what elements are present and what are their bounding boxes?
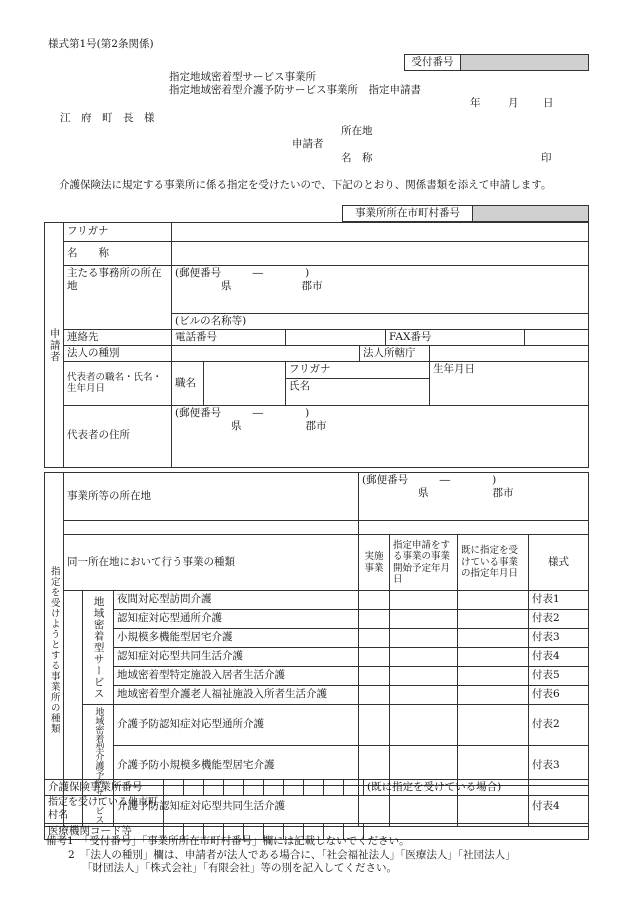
job-title-field[interactable] — [204, 362, 286, 405]
title-line1: 指定地域密着型サービス事業所 — [169, 71, 316, 83]
service-implemented[interactable] — [359, 667, 390, 686]
service-start[interactable] — [390, 667, 458, 686]
facility-table — [44, 472, 589, 827]
service-implemented[interactable] — [359, 648, 390, 667]
service-row-name: 小規模多機能型居宅介護 — [114, 629, 359, 648]
service-implemented[interactable] — [359, 629, 390, 648]
facility-address-extra[interactable] — [359, 521, 589, 535]
services-header: 同一所在地において行う事業の種類 — [64, 535, 359, 591]
service-row-name: 認知症対応型共同生活介護 — [114, 648, 359, 667]
digit-cell[interactable] — [224, 780, 244, 796]
col-start-date: 指定申請をする事業の事業開始予定年月日 — [390, 535, 458, 591]
seal: 印 — [541, 152, 552, 164]
service-row-name: 認知症対応型通所介護 — [114, 610, 359, 629]
rep-name-label: 氏名 — [286, 378, 430, 405]
service-form: 付表2 — [529, 610, 589, 629]
digit-cell[interactable] — [284, 780, 304, 796]
date-month: 月 — [508, 97, 519, 109]
service-form: 付表3 — [529, 745, 589, 786]
service-form: 付表2 — [529, 705, 589, 746]
service-form: 付表6 — [529, 686, 589, 705]
fax-label: FAX番号 — [386, 330, 525, 346]
facility-county-city: 郡市 — [492, 487, 514, 500]
service-row-name: 地域密着型特定施設入居者生活介護 — [114, 667, 359, 686]
applicant-name-field[interactable] — [172, 242, 589, 266]
name-label: 名 称 — [341, 152, 373, 164]
receipt-number-field[interactable] — [461, 55, 589, 71]
intro-text: 介護保険法に規定する事業所に係る指定を受けたいので、下記のとおり、関係書類を添えて申請します。 — [59, 179, 552, 191]
other-municipality-field[interactable] — [164, 796, 589, 824]
service-implemented[interactable] — [359, 610, 390, 629]
digit-cell[interactable] — [164, 780, 184, 796]
rep-county-city: 郡市 — [305, 419, 327, 432]
office-address-label: 主たる事務所の所在地 — [64, 266, 172, 330]
rep-prefecture: 県 — [231, 419, 242, 432]
service-start[interactable] — [390, 610, 458, 629]
service-form: 付表4 — [529, 786, 589, 827]
group1-label: 地域密着型サービス — [83, 591, 114, 705]
office-county-city: 郡市 — [301, 280, 323, 293]
applicant-furigana-field[interactable] — [172, 223, 589, 242]
office-postal: (郵便番号 ― ) — [175, 267, 310, 279]
service-start[interactable] — [390, 648, 458, 667]
other-municipality-label: 指定を受けている他市町村名 — [45, 796, 164, 824]
service-implemented[interactable] — [359, 705, 390, 746]
col-designated-date: 既に指定を受けている事業の指定年月日 — [458, 535, 529, 591]
facility-postal: (郵便番号 ― ) — [362, 474, 497, 486]
corp-type-label: 法人の種別 — [64, 346, 172, 362]
rep-address-label: 代表者の住所 — [64, 405, 172, 467]
facility-address-label: 事業所等の所在地 — [64, 473, 359, 521]
digit-cell[interactable] — [204, 780, 224, 796]
insurance-note: (既に指定を受けている場合) — [364, 780, 589, 796]
digit-cell[interactable] — [344, 780, 364, 796]
facility-prefecture: 県 — [418, 487, 429, 500]
office-address-field[interactable] — [172, 266, 589, 314]
service-row-name: 介護予防認知症対応型通所介護 — [114, 705, 359, 746]
rep-furigana-label: フリガナ — [286, 362, 430, 378]
service-designated[interactable] — [458, 629, 529, 648]
service-form: 付表4 — [529, 648, 589, 667]
municipality-number-label: 事業所所在市町村番号 — [343, 206, 473, 222]
insurance-number-label: 介護保険事業所番号 — [45, 780, 164, 796]
municipality-number-field[interactable] — [473, 206, 589, 222]
service-start[interactable] — [390, 629, 458, 648]
service-form: 付表1 — [529, 591, 589, 610]
applicant-furigana-label: フリガナ — [64, 223, 172, 242]
date-day: 日 — [543, 97, 554, 109]
corp-type-field[interactable] — [172, 346, 360, 362]
digit-cell[interactable] — [304, 780, 324, 796]
applicant-table — [44, 222, 589, 468]
corp-authority-field[interactable] — [430, 346, 589, 362]
service-designated[interactable] — [458, 591, 529, 610]
address-label: 所在地 — [341, 125, 373, 137]
date-year: 年 — [470, 97, 481, 109]
rep-postal: (郵便番号 ― ) — [175, 406, 310, 419]
note-2b: 「財団法人」「株式会社」「有限会社」等の別を記入してください。 — [82, 862, 397, 874]
job-title-label: 職名 — [172, 362, 204, 405]
service-row-name: 介護予防認知症対応型共同生活介護 — [114, 786, 359, 827]
applicant-label: 申請者 — [292, 138, 324, 150]
col-form: 様式 — [529, 535, 589, 591]
receipt-number-label: 受付番号 — [405, 55, 461, 71]
facility-address-field[interactable] — [359, 473, 589, 521]
col-implemented: 実施事業 — [359, 535, 390, 591]
service-start[interactable] — [390, 705, 458, 746]
corp-authority-label: 法人所轄庁 — [360, 346, 430, 362]
service-row-name: 夜間対応型訪問介護 — [114, 591, 359, 610]
footer-table — [44, 779, 589, 840]
phone-label: 電話番号 — [172, 330, 286, 346]
phone-field[interactable] — [286, 330, 386, 346]
facility-section-label: 指定を受けようとする事業所の種類 — [45, 473, 64, 827]
service-form: 付表5 — [529, 667, 589, 686]
title-line2: 指定地域密着型介護予防サービス事業所 指定申請書 — [169, 84, 421, 96]
office-prefecture: 県 — [221, 280, 232, 293]
service-start[interactable] — [390, 686, 458, 705]
digit-cell[interactable] — [324, 780, 344, 796]
digit-cell[interactable] — [184, 780, 204, 796]
service-designated[interactable] — [458, 648, 529, 667]
rep-title-label: 代表者の職名・氏名・生年月日 — [64, 362, 172, 405]
service-designated[interactable] — [458, 667, 529, 686]
digit-cell[interactable] — [244, 780, 264, 796]
note-1: 備考1 「受付番号」「事業所所在市町村番号」欄には記載しないでください。 — [46, 835, 410, 847]
receipt-number-box — [404, 54, 589, 71]
contact-label: 連絡先 — [64, 330, 172, 346]
service-start[interactable] — [390, 591, 458, 610]
service-row-name: 介護予防小規模多機能型居宅介護 — [114, 745, 359, 786]
medical-code-label: 医療機関コード等 — [45, 824, 164, 840]
rep-address-field[interactable] — [172, 405, 589, 467]
note-2a: 2 「法人の種別」欄は、申請者が法人である場合に、「社会福祉法人」「医療法人」「社団法人」 — [68, 849, 516, 861]
applicant-name-label: 名 称 — [64, 242, 172, 266]
digit-cell[interactable] — [264, 780, 284, 796]
service-implemented[interactable] — [359, 686, 390, 705]
municipality-number-box — [342, 205, 589, 222]
service-designated[interactable] — [458, 705, 529, 746]
service-form: 付表3 — [529, 629, 589, 648]
service-row-name: 地域密着型介護老人福祉施設入所者生活介護 — [114, 686, 359, 705]
applicant-section-label: 申請者 — [45, 223, 64, 468]
service-designated[interactable] — [458, 610, 529, 629]
birthdate-label: 生年月日 — [430, 362, 589, 405]
fax-field[interactable] — [525, 330, 589, 346]
form-id: 様式第1号(第2条関係) — [48, 38, 154, 50]
group2-label: 地域密着型介護予防サービス — [83, 705, 114, 827]
service-designated[interactable] — [458, 686, 529, 705]
office-building-field[interactable]: (ビルの名称等) — [172, 314, 589, 330]
addressee: 江 府 町 長 様 — [60, 112, 155, 124]
service-implemented[interactable] — [359, 591, 390, 610]
